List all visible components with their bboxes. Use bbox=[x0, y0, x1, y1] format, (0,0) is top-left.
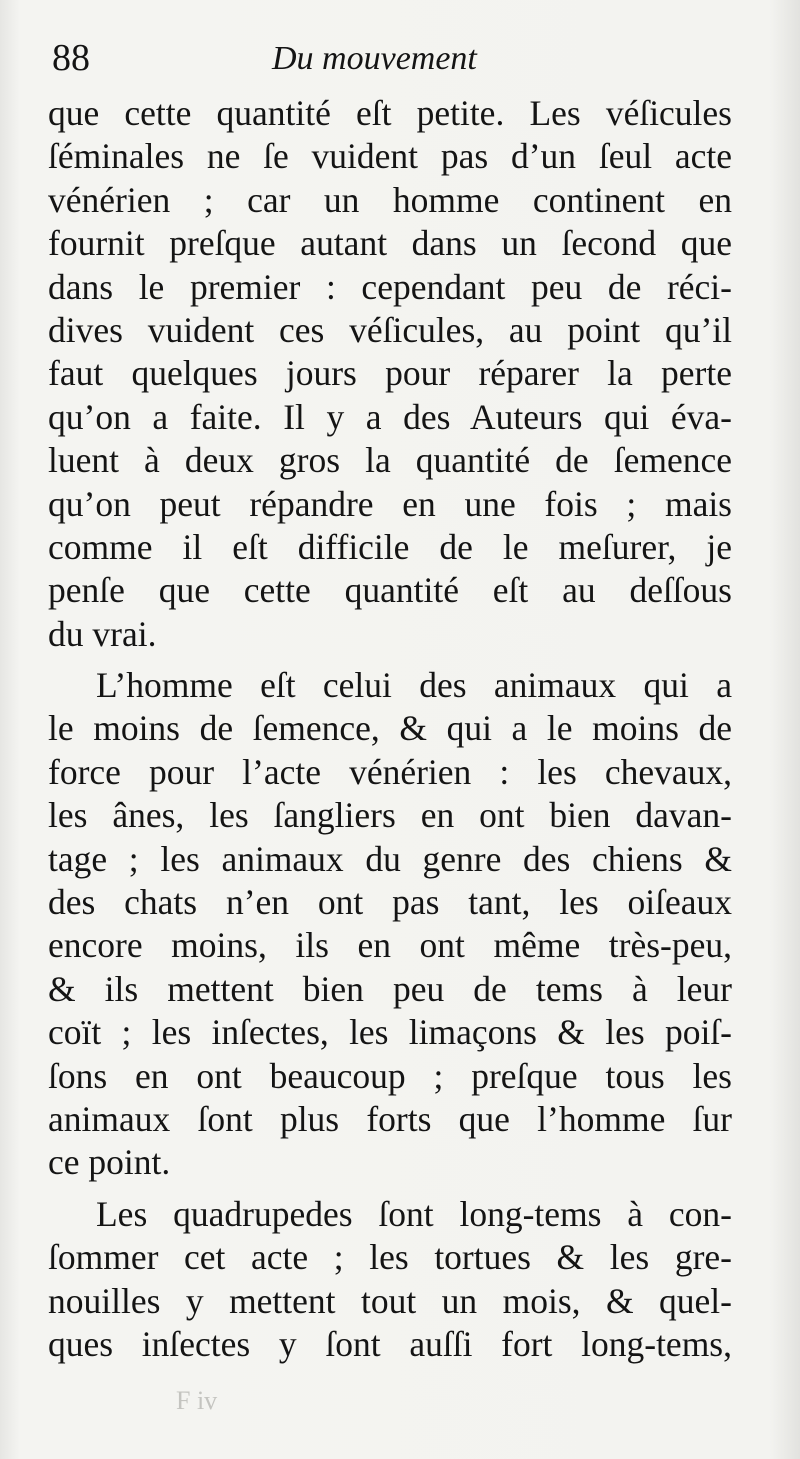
text-line: qu’on a faite. Il y a des Auteurs qui éva- bbox=[48, 396, 732, 437]
text-line: Les quadrupedes ſont long-tems à con- bbox=[96, 1193, 732, 1234]
signature-mark: F iv bbox=[176, 1386, 218, 1415]
text-line: L’homme eſt celui des animaux qui a bbox=[96, 665, 732, 706]
text-line: dans le premier : cependant peu de réci- bbox=[48, 266, 732, 307]
text-line: ce point. bbox=[48, 1142, 171, 1183]
text-line: tage ; les animaux du genre des chiens & bbox=[48, 838, 732, 879]
text-line: luent à deux gros la quantité de ſemence bbox=[48, 440, 732, 481]
text-line: faut quelques jours pour réparer la perte bbox=[48, 353, 732, 394]
body-text bbox=[48, 92, 732, 1366]
text-line: coït ; les inſectes, les limaçons & les poiſ- bbox=[48, 1012, 732, 1053]
text-line: le moins de ſemence, & qui a le moins de bbox=[48, 708, 732, 749]
text-line: les ânes, les ſangliers en ont bien davan- bbox=[48, 795, 732, 836]
text-line: comme il eſt difficile de le meſurer, je bbox=[48, 526, 732, 567]
text-line: fournit preſque autant dans un ſecond que bbox=[48, 223, 732, 264]
text-line: nouilles y mettent tout un mois, & quel- bbox=[48, 1280, 732, 1321]
text-line: vénérien ; car un homme continent en bbox=[48, 179, 732, 220]
text-line: & ils mettent bien peu de tems à leur bbox=[48, 968, 732, 1009]
text-line: dives vuident ces véſicules, au point qu’il bbox=[48, 309, 732, 350]
text-line: ſommer cet acte ; les tortues & les gre- bbox=[48, 1237, 732, 1278]
text-line: que cette quantité eſt petite. Les véſicules bbox=[48, 93, 732, 133]
text-line: penſe que cette quantité eſt au deſſous bbox=[48, 570, 732, 611]
text-line: animaux ſont plus forts que l’homme ſur bbox=[48, 1098, 732, 1139]
text-line: encore moins, ils en ont même très-peu, bbox=[48, 925, 732, 966]
text-line: ſéminales ne ſe vuident pas d’un ſeul acte bbox=[48, 136, 732, 177]
text-line: des chats n’en ont pas tant, les oiſeaux bbox=[48, 882, 732, 923]
page-number: 88 bbox=[52, 37, 90, 79]
paragraph-1 bbox=[48, 92, 732, 656]
text-line: ques inſectes y ſont auſſi fort long-tems, bbox=[48, 1323, 732, 1364]
text-line: du vrai. bbox=[48, 613, 157, 654]
text-line: qu’on peut répandre en une fois ; mais bbox=[48, 483, 732, 524]
page-header bbox=[0, 36, 800, 96]
paragraph-2 bbox=[48, 664, 732, 1185]
text-line: ſons en ont beaucoup ; preſque tous les bbox=[48, 1055, 732, 1096]
running-title: Du mouvement bbox=[272, 40, 477, 77]
text-line: force pour l’acte vénérien : les chevaux, bbox=[48, 751, 732, 792]
paragraph-3 bbox=[48, 1193, 732, 1367]
